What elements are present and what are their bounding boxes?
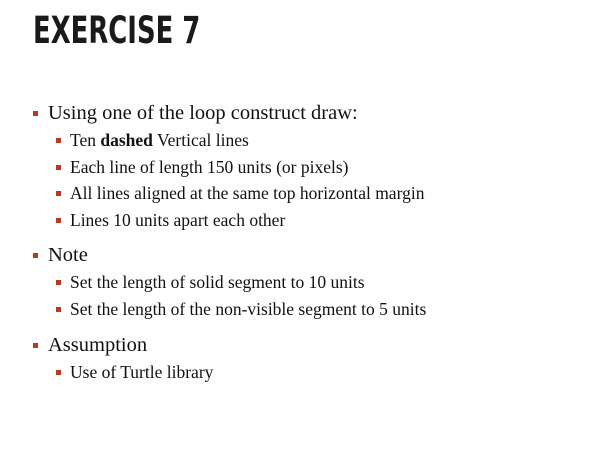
- list-item-text: Set the length of the non-visible segment to 5 units: [70, 298, 427, 319]
- bullet-square-icon: [56, 280, 61, 285]
- list-item-text: Each line of length 150 units (or pixels): [70, 156, 349, 177]
- section-heading-note: [30, 241, 590, 269]
- bullet-square-icon: [56, 165, 61, 170]
- list-item-bold: dashed: [100, 130, 153, 150]
- bullet-square-icon: [33, 111, 38, 116]
- list-item: [30, 127, 590, 154]
- list-item: [30, 296, 590, 323]
- bullet-square-icon: [56, 138, 61, 143]
- slide-content: [30, 99, 590, 386]
- bullet-square-icon: [33, 343, 38, 348]
- list-item: [30, 180, 590, 207]
- slide-title: EXERCISE 7: [33, 9, 201, 52]
- section-heading-text: Note: [48, 244, 88, 266]
- section-heading-task: [30, 99, 590, 127]
- spacer: [30, 233, 590, 241]
- section-heading-text: Assumption: [48, 334, 148, 356]
- bullet-square-icon: [56, 191, 61, 196]
- section-heading-assumption: [30, 331, 590, 359]
- list-item: [30, 359, 590, 386]
- bullet-square-icon: [56, 218, 61, 223]
- list-item: [30, 154, 590, 181]
- bullet-square-icon: [33, 253, 38, 258]
- list-item: [30, 269, 590, 296]
- list-item-text: Lines 10 units apart each other: [70, 209, 286, 230]
- list-item-prefix: Ten: [70, 130, 101, 150]
- list-item-text: Use of Turtle library: [70, 362, 214, 382]
- list-item-text: All lines aligned at the same top horizontal margin: [70, 183, 425, 203]
- section-heading-text: Using one of the loop construct draw:: [48, 102, 358, 124]
- list-item-text: Set the length of solid segment to 10 units: [70, 272, 365, 292]
- list-item: [30, 207, 590, 234]
- bullet-square-icon: [56, 370, 61, 375]
- bullet-square-icon: [56, 307, 61, 312]
- spacer: [30, 322, 590, 331]
- list-item-suffix: Vertical lines: [152, 130, 249, 150]
